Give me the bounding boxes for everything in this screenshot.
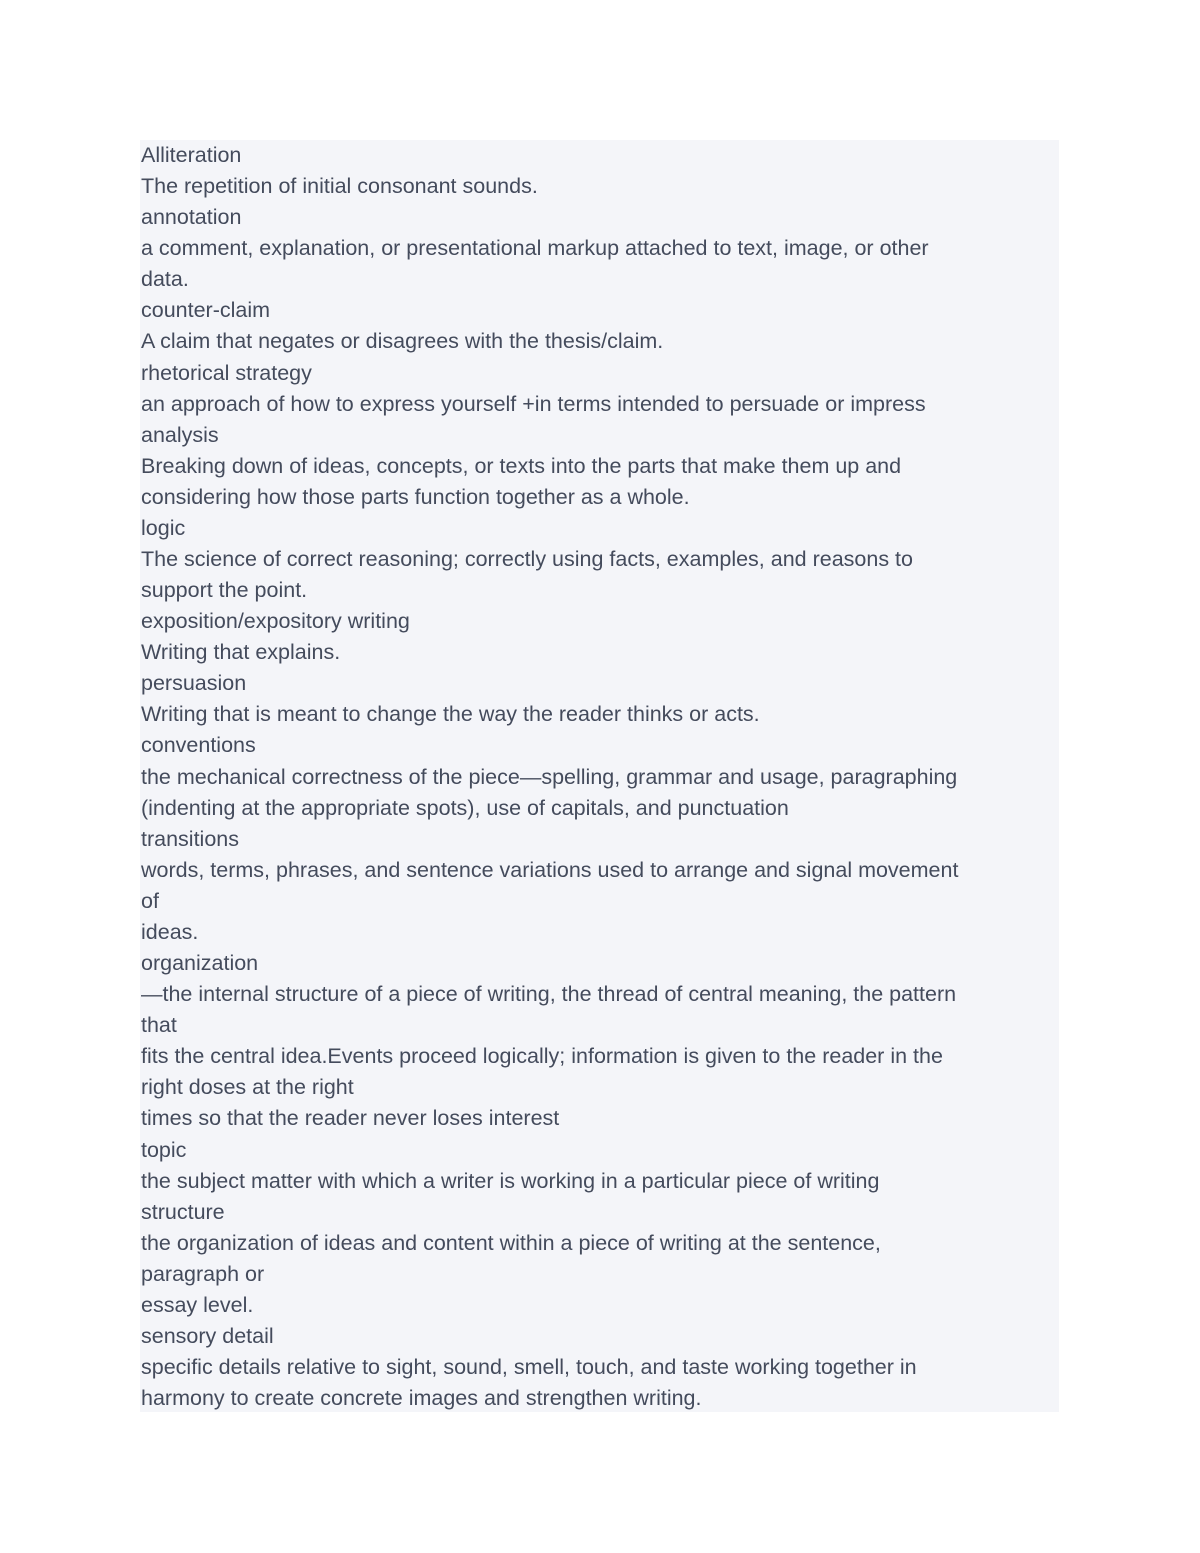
term-line: persuasion (141, 671, 247, 696)
term-line: structure (141, 1199, 225, 1224)
term-line: sensory detail (141, 1323, 274, 1348)
glossary-text (141, 140, 958, 1414)
definition-line: times so that the reader never loses interest (141, 1106, 560, 1131)
definition-line: right doses at the right (141, 1075, 354, 1100)
term-line: rhetorical strategy (141, 360, 312, 385)
definition-line: —the internal structure of a piece of writing, the thread of central meaning, the pattern (141, 982, 957, 1007)
definition-line: harmony to create concrete images and strengthen writing. (141, 1386, 702, 1411)
definition-line: Writing that explains. (141, 640, 341, 665)
term-line: Alliteration (141, 143, 242, 167)
definition-line: words, terms, phrases, and sentence variations used to arrange and signal movement (141, 857, 959, 882)
definition-line: A claim that negates or disagrees with the thesis/claim. (141, 329, 664, 354)
definition-line: of (141, 888, 159, 913)
term-line: analysis (141, 422, 219, 447)
definition-line: paragraph or (141, 1261, 265, 1286)
definition-line: the organization of ideas and content within a piece of writing at the sentence, (141, 1230, 881, 1255)
definition-line: the subject matter with which a writer is working in a particular piece of writing (141, 1168, 880, 1193)
definition-line: considering how those parts function together as a whole. (141, 484, 690, 509)
definition-line: an approach of how to express yourself +in terms intended to persuade or impress (141, 391, 926, 416)
term-line: exposition/expository writing (141, 609, 410, 634)
definition-line: a comment, explanation, or presentational markup attached to text, image, or other (141, 236, 929, 261)
term-line: conventions (141, 733, 256, 758)
definition-line: The repetition of initial consonant sounds. (141, 174, 538, 199)
term-line: annotation (141, 205, 242, 230)
definition-line: The science of correct reasoning; correctly using facts, examples, and reasons to (141, 547, 913, 572)
definition-line: Breaking down of ideas, concepts, or texts into the parts that make them up and (141, 453, 902, 478)
term-line: counter-claim (141, 298, 271, 323)
definition-line: (indenting at the appropriate spots), use of capitals, and punctuation (141, 795, 789, 820)
definition-line: that (141, 1013, 177, 1038)
definition-line: fits the central idea.Events proceed logically; information is given to the reader in the (141, 1044, 943, 1069)
definition-line: Writing that is meant to change the way the reader thinks or acts. (141, 702, 760, 727)
term-line: transitions (141, 826, 239, 851)
definition-line: data. (141, 267, 189, 292)
term-line: topic (141, 1137, 187, 1162)
definition-line: support the point. (141, 578, 308, 603)
definition-line: specific details relative to sight, sound, smell, touch, and taste working together in (141, 1355, 917, 1380)
definition-line: essay level. (141, 1292, 254, 1317)
term-line: logic (141, 515, 186, 540)
term-line: organization (141, 951, 259, 976)
definition-line: ideas. (141, 919, 199, 944)
definition-line: the mechanical correctness of the piece—spelling, grammar and usage, paragraphing (141, 764, 958, 789)
